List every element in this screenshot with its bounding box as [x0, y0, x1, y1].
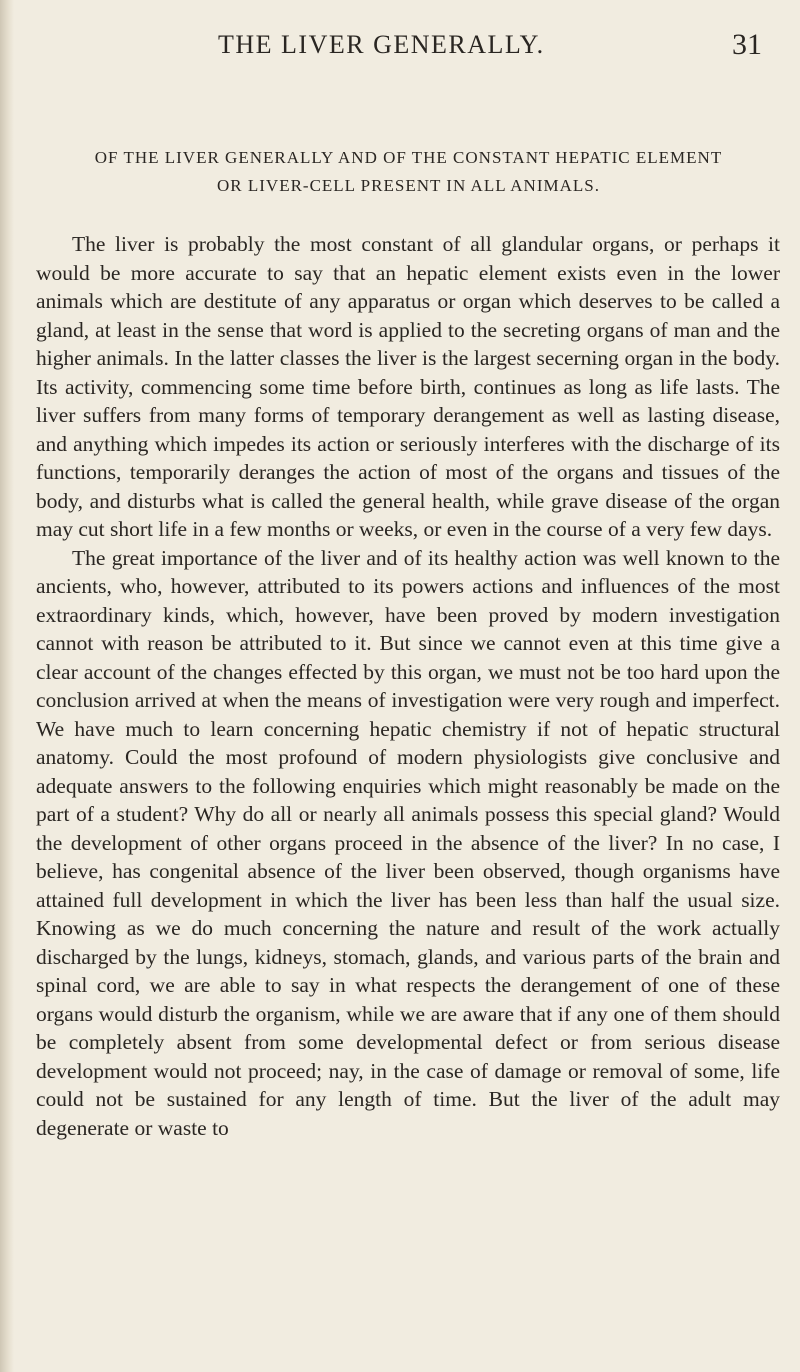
- body-text: [36, 230, 780, 1142]
- running-head: [0, 30, 800, 70]
- section-heading-line-2: OR LIVER-CELL PRESENT IN ALL ANIMALS.: [217, 176, 600, 195]
- page-left-edge: [0, 0, 14, 1372]
- running-title: THE LIVER GENERALLY.: [218, 30, 545, 59]
- paragraph-1: The liver is probably the most constant of all glandular organs, or perhaps it would be more accurate to say that an hepatic element exists even in the lower animals which are destitute of any apparatus or organ which deserves to be called a gland, at least in the sense that word is applied to the secreting organs of man and the higher animals. In the latter classes the liver is the largest secerning organ in the body. Its activity, commencing some time before birth, continues as long as life lasts. The liver suffers from many forms of temporary derangement as well as lasting disease, and anything which impedes its action or seriously interferes with the discharge of its functions, temporarily deranges the action of most of the organs and tissues of the body, and disturbs what is called the general health, while grave disease of the organ may cut short life in a few months or weeks, or even in the course of a very few days.: [36, 232, 780, 541]
- paragraph-2: The great importance of the liver and of its healthy action was well known to the ancients, who, however, attributed to its powers actions and influences of the most extraordinary kinds, which, however, have been proved by modern investigation cannot with reason be attributed to it. But since we cannot even at this time give a clear account of the changes effected by this organ, we must not be too hard upon the conclusion arrived at when the means of investigation were very rough and imperfect. We have much to learn concerning hepatic chemistry if not of hepatic structural anatomy. Could the most profound of modern physiologists give conclusive and adequate answers to the following enquiries which might reasonably be made on the part of a student? Why do all or nearly all animals possess this special gland? Would the development of other organs proceed in the absence of the liver? In no case, I believe, has congenital absence of the liver been observed, though organisms have attained full development in which the liver has been less than half the usual size. Knowing as we do much concerning the nature and result of the work actually discharged by the lungs, kidneys, stomach, glands, and various parts of the brain and spinal cord, we are able to say in what respects the derangement of one of these organs would disturb the organism, while we are aware that if any one of them should be completely absent from some developmental defect or from serious disease development would not proceed; nay, in the case of damage or removal of some, life could not be sustained for any length of time. But the liver of the adult may degenerate or waste to: [36, 545, 780, 1140]
- page-number: 31: [732, 28, 762, 61]
- section-heading: [36, 144, 781, 200]
- section-heading-line-1: OF THE LIVER GENERALLY AND OF THE CONSTANT HEPATIC ELEMENT: [94, 148, 723, 167]
